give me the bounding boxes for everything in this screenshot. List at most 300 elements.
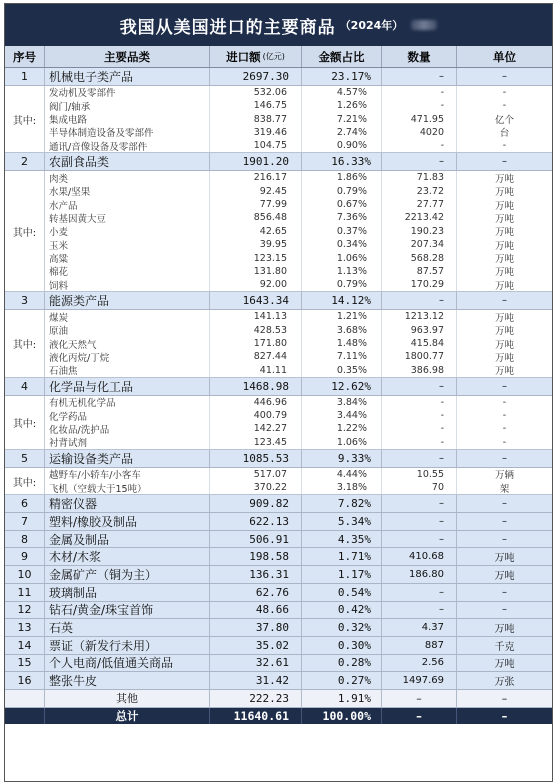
blurred-watermark: [411, 20, 437, 30]
header-value-unit: (亿元): [262, 52, 285, 61]
category-row: [5, 655, 552, 673]
subitem-share: 3.18%: [302, 481, 382, 494]
category-value: 1468.98: [210, 378, 302, 395]
category-name: 木材/木浆: [45, 548, 210, 565]
category-name: 钻石/黄金/珠宝首饰: [45, 602, 210, 619]
category-share: 7.82%: [302, 495, 382, 512]
subitem-row: [45, 436, 552, 449]
subitem-unit: -: [502, 410, 507, 422]
subitem-value: 400.79: [210, 409, 302, 422]
category-no: 7: [5, 513, 45, 530]
subitem-name: 有机无机化学品: [45, 396, 210, 409]
subitem-name: 化妆品/洗护品: [45, 422, 210, 435]
category-row: [5, 531, 552, 549]
subitem-name: 越野车/小轿车/小客车: [45, 468, 210, 481]
subitem-unit: 架: [499, 483, 510, 495]
category-row: [5, 513, 552, 531]
category-share: 0.32%: [302, 619, 382, 636]
category-value: 198.58: [210, 548, 302, 565]
category-qty: –: [382, 531, 457, 548]
category-qty: –: [382, 602, 457, 619]
subitem-row: [45, 323, 552, 336]
subitem-value: 39.95: [210, 238, 302, 251]
category-value: 1901.20: [210, 153, 302, 170]
subitem-qty: 415.84: [382, 337, 457, 350]
subitem-share: 3.84%: [302, 396, 382, 409]
subitem-side-label: 其中:: [5, 171, 45, 291]
subitem-row: [45, 396, 552, 409]
total-no: [5, 708, 45, 725]
subitem-qty: -: [382, 409, 457, 422]
category-qty: –: [382, 292, 457, 309]
category-qty: –: [382, 495, 457, 512]
category-value: 31.42: [210, 672, 302, 689]
category-no: 16: [5, 672, 45, 689]
subitem-value: 104.75: [210, 139, 302, 152]
subitem-row: [45, 278, 552, 291]
category-value: 32.61: [210, 655, 302, 672]
subitem-value: 827.44: [210, 350, 302, 363]
subitem-unit: -: [502, 86, 507, 98]
subitem-row: [45, 310, 552, 323]
category-share: 9.33%: [302, 450, 382, 467]
category-unit: 万吨: [494, 659, 515, 671]
header-value: [210, 46, 302, 67]
subitem-unit: -: [502, 436, 507, 448]
subitem-value: 92.00: [210, 278, 302, 291]
subitem-side-label: 其中:: [5, 310, 45, 377]
subitem-value: 41.11: [210, 364, 302, 377]
total-value: 11640.61: [210, 708, 302, 725]
category-share: 1.71%: [302, 548, 382, 565]
category-share: 5.34%: [302, 513, 382, 530]
subitem-share: 1.26%: [302, 99, 382, 112]
subitem-name: 煤炭: [45, 310, 210, 323]
subitem-row: [45, 337, 552, 350]
subitem-rows: [45, 171, 552, 291]
subitem-name: 衬背试剂: [45, 436, 210, 449]
category-row: [5, 378, 552, 396]
subitem-unit: 万吨: [494, 213, 514, 225]
category-row: [5, 548, 552, 566]
total-row: [5, 708, 552, 725]
category-no: 9: [5, 548, 45, 565]
category-name: 金属及制品: [45, 531, 210, 548]
subitem-value: 838.77: [210, 112, 302, 125]
subitem-name: 石油焦: [45, 364, 210, 377]
subitem-share: 4.57%: [302, 86, 382, 99]
subitem-name: 小麦: [45, 225, 210, 238]
subitem-row: [45, 198, 552, 211]
subitem-block: [5, 86, 552, 154]
subitem-unit: 万吨: [494, 227, 514, 238]
category-row: [5, 495, 552, 513]
subitem-unit: 万吨: [494, 240, 514, 252]
total-share: 100.00%: [302, 708, 382, 725]
category-row: [5, 566, 552, 584]
subitem-share: 0.90%: [302, 139, 382, 152]
subitem-value: 142.27: [210, 422, 302, 435]
category-qty: –: [382, 378, 457, 395]
subitem-rows: [45, 310, 552, 377]
category-name: 农副食品类: [45, 153, 210, 170]
subitem-row: [45, 126, 552, 139]
category-share: 23.17%: [302, 68, 382, 85]
subitem-value: 77.99: [210, 198, 302, 211]
subitem-value: 428.53: [210, 323, 302, 336]
subitem-unit: 万吨: [494, 339, 514, 351]
category-qty: –: [382, 513, 457, 530]
category-name: 能源类产品: [45, 292, 210, 309]
category-value: 37.80: [210, 619, 302, 636]
subitem-value: 370.22: [210, 481, 302, 494]
subitem-block: [5, 468, 552, 496]
category-unit: –: [502, 533, 507, 545]
subitem-value: 532.06: [210, 86, 302, 99]
subitem-row: [45, 481, 552, 494]
category-value: 2697.30: [210, 68, 302, 85]
other-value: 222.23: [210, 690, 302, 707]
category-unit: –: [502, 604, 507, 616]
category-share: 0.27%: [302, 672, 382, 689]
category-unit: 万吨: [494, 624, 515, 636]
subitem-value: 517.07: [210, 468, 302, 481]
category-no: 5: [5, 450, 45, 467]
category-no: 14: [5, 637, 45, 654]
category-name: 机械电子类产品: [45, 68, 210, 85]
other-row: [5, 690, 552, 708]
category-unit: –: [502, 156, 507, 168]
subitem-name: 原油: [45, 323, 210, 336]
subitem-qty: 23.72: [382, 185, 457, 198]
subitem-qty: -: [382, 86, 457, 99]
subitem-name: 阀门/轴承: [45, 99, 210, 112]
subitem-rows: [45, 86, 552, 153]
total-unit: –: [501, 709, 508, 724]
category-unit: –: [502, 295, 507, 307]
subitem-share: 7.36%: [302, 211, 382, 224]
subitem-share: 0.37%: [302, 225, 382, 238]
subitem-name: 水产品: [45, 198, 210, 211]
subitem-name: 肉类: [45, 171, 210, 184]
category-name: 运输设备类产品: [45, 450, 210, 467]
category-value: 1085.53: [210, 450, 302, 467]
subitem-qty: 27.77: [382, 198, 457, 211]
category-unit: –: [502, 380, 507, 392]
category-qty: –: [382, 153, 457, 170]
subitem-share: 1.06%: [302, 436, 382, 449]
category-unit: 万吨: [494, 553, 515, 565]
subitem-row: [45, 364, 552, 377]
table-body: [5, 68, 552, 690]
subitem-name: 发动机及零部件: [45, 86, 210, 99]
subitem-share: 7.21%: [302, 112, 382, 125]
category-value: 506.91: [210, 531, 302, 548]
subitem-unit: 万辆: [494, 470, 514, 482]
subitem-qty: -: [382, 436, 457, 449]
category-no: 8: [5, 531, 45, 548]
category-row: [5, 584, 552, 602]
category-no: 1: [5, 68, 45, 85]
subitem-qty: 207.34: [382, 238, 457, 251]
category-no: 4: [5, 378, 45, 395]
subitem-row: [45, 422, 552, 435]
subitem-share: 0.35%: [302, 364, 382, 377]
category-no: 3: [5, 292, 45, 309]
subitem-share: 1.48%: [302, 337, 382, 350]
subitem-row: [45, 265, 552, 278]
category-unit: 万张: [494, 677, 515, 689]
category-name: 票证（新发行未用）: [45, 637, 210, 654]
subitem-qty: 10.55: [382, 468, 457, 481]
category-name: 整张牛皮: [45, 672, 210, 689]
category-row: [5, 68, 552, 86]
subitem-value: 146.75: [210, 99, 302, 112]
subitem-row: [45, 185, 552, 198]
category-no: 15: [5, 655, 45, 672]
category-share: 16.33%: [302, 153, 382, 170]
subitem-qty: 70: [382, 481, 457, 494]
subitem-unit: 万吨: [494, 254, 514, 265]
table-title: [5, 4, 552, 46]
subitem-value: 216.17: [210, 171, 302, 184]
header-no: 序号: [5, 46, 45, 67]
subitem-qty: -: [382, 396, 457, 409]
subitem-unit: 台: [499, 128, 510, 140]
subitem-unit: 万吨: [494, 326, 514, 337]
category-unit: 千克: [494, 641, 515, 653]
category-no: 12: [5, 602, 45, 619]
category-row: [5, 602, 552, 620]
category-unit: –: [502, 586, 507, 598]
header-value-label: 进口额: [226, 49, 261, 64]
category-row: [5, 450, 552, 468]
subitem-share: 1.13%: [302, 265, 382, 278]
subitem-name: 高粱: [45, 251, 210, 264]
subitem-qty: 190.23: [382, 225, 457, 238]
total-qty: –: [382, 708, 457, 725]
category-qty: –: [382, 584, 457, 601]
category-value: 622.13: [210, 513, 302, 530]
subitem-name: 飞机（空载大于15吨）: [45, 481, 210, 494]
subitem-unit: -: [502, 396, 507, 408]
subitem-qty: 71.83: [382, 171, 457, 184]
category-share: 0.54%: [302, 584, 382, 601]
subitem-name: 液化丙烷/丁烷: [45, 350, 210, 363]
subitem-name: 半导体制造设备及零部件: [45, 126, 210, 139]
subitem-rows: [45, 396, 552, 449]
subitem-qty: 568.28: [382, 251, 457, 264]
subitem-qty: 1800.77: [382, 350, 457, 363]
category-row: [5, 292, 552, 310]
category-name: 石英: [45, 619, 210, 636]
subitem-qty: 963.97: [382, 323, 457, 336]
subitem-value: 92.45: [210, 185, 302, 198]
category-qty: 186.80: [382, 566, 457, 583]
category-name: 金属矿产（铜为主）: [45, 566, 210, 583]
category-share: 4.35%: [302, 531, 382, 548]
subitem-side-label: 其中:: [5, 396, 45, 449]
title-text: 我国从美国进口的主要商品: [119, 17, 336, 38]
subitem-row: [45, 468, 552, 481]
subitem-unit: -: [502, 423, 507, 435]
subitem-side-label: 其中:: [5, 468, 45, 495]
subitem-qty: 87.57: [382, 265, 457, 278]
subitem-row: [45, 211, 552, 224]
subitem-value: 856.48: [210, 211, 302, 224]
total-name: 总计: [45, 708, 210, 725]
subitem-qty: -: [382, 99, 457, 112]
subitem-qty: 2213.42: [382, 211, 457, 224]
category-share: 12.62%: [302, 378, 382, 395]
subitem-rows: [45, 468, 552, 495]
subitem-row: [45, 139, 552, 152]
other-share: 1.91%: [302, 690, 382, 707]
category-row: [5, 153, 552, 171]
subitem-unit: 万吨: [494, 280, 514, 292]
subitem-name: 水果/坚果: [45, 185, 210, 198]
subitem-value: 141.13: [210, 310, 302, 323]
category-value: 909.82: [210, 495, 302, 512]
subitem-value: 42.65: [210, 225, 302, 238]
subitem-share: 1.21%: [302, 310, 382, 323]
subitem-share: 4.44%: [302, 468, 382, 481]
subitem-name: 集成电路: [45, 112, 210, 125]
header-qty: 数量: [382, 46, 457, 67]
category-share: 0.42%: [302, 602, 382, 619]
subitem-name: 棉花: [45, 265, 210, 278]
subitem-unit: 万吨: [494, 173, 514, 185]
category-qty: 2.56: [382, 655, 457, 672]
title-year: （2024年）: [339, 19, 404, 32]
category-row: [5, 619, 552, 637]
category-share: 0.30%: [302, 637, 382, 654]
subitem-block: [5, 171, 552, 292]
category-unit: –: [502, 498, 507, 510]
other-unit: –: [501, 691, 508, 705]
category-no: 10: [5, 566, 45, 583]
subitem-share: 1.86%: [302, 171, 382, 184]
category-value: 136.31: [210, 566, 302, 583]
subitem-unit: 万吨: [494, 200, 514, 212]
subitem-row: [45, 171, 552, 184]
category-name: 塑料/橡胶及制品: [45, 513, 210, 530]
subitem-row: [45, 409, 552, 422]
subitem-value: 171.80: [210, 337, 302, 350]
category-value: 48.66: [210, 602, 302, 619]
subitem-unit: -: [502, 100, 507, 112]
category-no: 2: [5, 153, 45, 170]
subitem-row: [45, 112, 552, 125]
category-qty: 4.37: [382, 619, 457, 636]
subitem-row: [45, 350, 552, 363]
category-name: 玻璃制品: [45, 584, 210, 601]
category-unit: –: [502, 452, 507, 464]
subitem-name: 玉米: [45, 238, 210, 251]
subitem-row: [45, 86, 552, 99]
category-value: 35.02: [210, 637, 302, 654]
category-no: 6: [5, 495, 45, 512]
category-value: 1643.34: [210, 292, 302, 309]
subitem-row: [45, 99, 552, 112]
subitem-name: 液化天然气: [45, 337, 210, 350]
subitem-name: 饲料: [45, 278, 210, 291]
category-qty: 1497.69: [382, 672, 457, 689]
subitem-name: 化学药品: [45, 409, 210, 422]
category-share: 1.17%: [302, 566, 382, 583]
subitem-share: 0.67%: [302, 198, 382, 211]
category-qty: –: [382, 450, 457, 467]
subitem-block: [5, 396, 552, 450]
subitem-value: 446.96: [210, 396, 302, 409]
subitem-unit: 亿个: [494, 115, 514, 126]
category-share: 14.12%: [302, 292, 382, 309]
subitem-qty: -: [382, 422, 457, 435]
category-name: 精密仪器: [45, 495, 210, 512]
subitem-row: [45, 251, 552, 264]
category-row: [5, 637, 552, 655]
subitem-share: 1.22%: [302, 422, 382, 435]
subitem-name: 通讯/音像设备及零部件: [45, 139, 210, 152]
other-name: 其他: [45, 690, 210, 707]
subitem-unit: 万吨: [494, 366, 514, 377]
subitem-unit: 万吨: [494, 312, 514, 324]
category-no: 11: [5, 584, 45, 601]
subitem-value: 131.80: [210, 265, 302, 278]
subitem-share: 3.68%: [302, 323, 382, 336]
subitem-value: 123.45: [210, 436, 302, 449]
category-value: 62.76: [210, 584, 302, 601]
category-qty: –: [382, 68, 457, 85]
category-unit: –: [502, 70, 507, 82]
subitem-unit: 万吨: [494, 352, 514, 364]
table-header: [5, 46, 552, 68]
subitem-qty: 170.29: [382, 278, 457, 291]
subitem-row: [45, 238, 552, 251]
subitem-qty: 4020: [382, 126, 457, 139]
subitem-value: 319.46: [210, 126, 302, 139]
subitem-unit: 万吨: [494, 187, 514, 198]
import-table: [4, 3, 553, 782]
subitem-share: 0.79%: [302, 185, 382, 198]
subitem-qty: -: [382, 139, 457, 152]
subitem-qty: 386.98: [382, 364, 457, 377]
header-share: 金额占比: [302, 46, 382, 67]
subitem-share: 0.79%: [302, 278, 382, 291]
category-qty: 410.68: [382, 548, 457, 565]
category-name: 化学品与化工品: [45, 378, 210, 395]
subitem-share: 0.34%: [302, 238, 382, 251]
subitem-qty: 471.95: [382, 112, 457, 125]
header-unit: 单位: [493, 49, 516, 64]
other-no: [5, 690, 45, 707]
category-qty: 887: [382, 637, 457, 654]
subitem-unit: -: [502, 140, 507, 152]
subitem-qty: 1213.12: [382, 310, 457, 323]
category-row: [5, 672, 552, 690]
subitem-share: 1.06%: [302, 251, 382, 264]
subitem-unit: 万吨: [494, 267, 514, 279]
category-unit: 万吨: [494, 571, 515, 583]
category-no: 13: [5, 619, 45, 636]
subitem-value: 123.15: [210, 251, 302, 264]
subitem-block: [5, 310, 552, 378]
subitem-name: 转基因黄大豆: [45, 211, 210, 224]
subitem-side-label: 其中:: [5, 86, 45, 153]
category-unit: –: [502, 515, 507, 527]
header-name: 主要品类: [45, 46, 210, 67]
subitem-share: 3.44%: [302, 409, 382, 422]
